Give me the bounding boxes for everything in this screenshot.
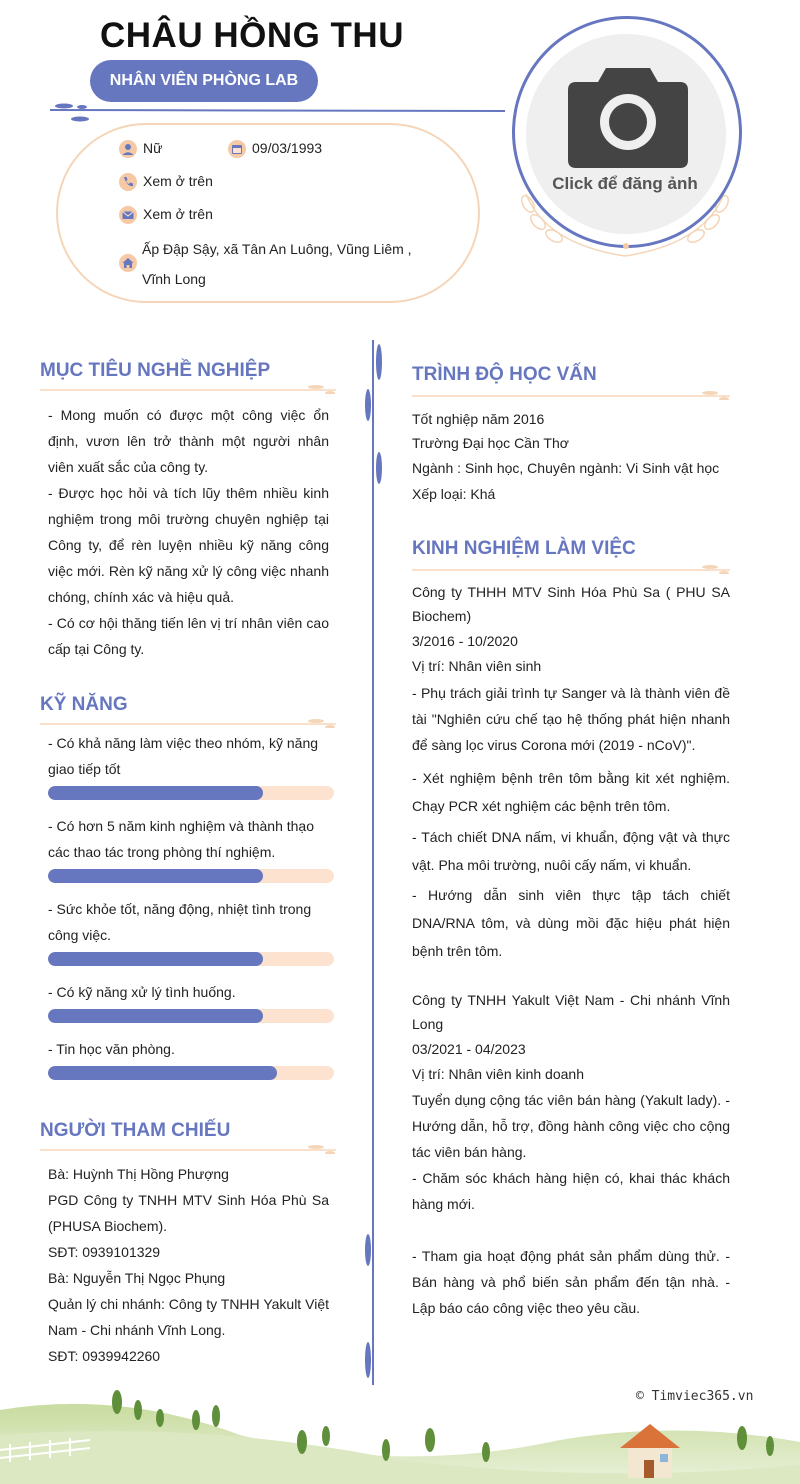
email-row (119, 206, 213, 224)
job-duty: - Tách chiết DNA nấm, vi khuẩn, động vật và thực vật. Pha môi trường, nuôi cấy nấm, vi khuẩn. (412, 829, 730, 873)
career-goal-underline (40, 384, 336, 394)
skill-label: - Sức khỏe tốt, năng động, nhiệt tình trong công việc. (48, 901, 312, 943)
phone-value: Xem ở trên (143, 173, 213, 189)
copyright-text: © Timviec365.vn (636, 1389, 754, 1404)
skill-bar (48, 869, 334, 883)
skill-bar (48, 952, 334, 966)
gender-value: Nữ (143, 140, 163, 156)
avatar-upload[interactable] (506, 14, 744, 252)
birthday-row (228, 140, 322, 158)
job-period: 3/2016 - 10/2020 (412, 633, 518, 649)
skill-bar (48, 786, 334, 800)
skills-title: KỸ NĂNG (40, 694, 128, 715)
reference-line: SĐT: 0939101329 (48, 1244, 161, 1260)
experience-underline (412, 564, 730, 574)
education-title: TRÌNH ĐỘ HỌC VẤN (412, 364, 597, 385)
career-goal-item: - Mong muốn có được một công việc ổn định, vươn lên trở thành một người nhân viên xuất sắc của công ty. (48, 407, 329, 475)
job-duty: - Chăm sóc khách hàng hiện có, khai thác khách hàng mới. (412, 1170, 730, 1212)
email-value: Xem ở trên (143, 206, 213, 222)
gender-row (119, 140, 162, 158)
job-company: Công ty TNHH Yakult Việt Nam - Chi nhánh Vĩnh Long (412, 992, 730, 1032)
camera-icon (568, 64, 688, 168)
reference-line: PGD Công ty TNHH MTV Sinh Hóa Phù Sa (PHUSA Biochem). (48, 1192, 329, 1234)
calendar-icon (228, 140, 246, 158)
experience-title: KINH NGHIỆM LÀM VIỆC (412, 538, 636, 559)
birthday-value: 09/03/1993 (252, 140, 323, 156)
skill-bar (48, 1009, 334, 1023)
job-company: Công ty THHH MTV Sinh Hóa Phù Sa ( PHU SA Biochem) (412, 584, 730, 624)
header-divider (0, 100, 520, 124)
candidate-name: CHÂU HỒNG THU (100, 16, 404, 55)
skills-underline (40, 718, 336, 728)
phone-icon (119, 173, 137, 191)
education-line: Tốt nghiệp năm 2016 (412, 411, 545, 427)
job-duty: - Phụ trách giải trình tự Sanger và là thành viên đề tài "Nghiên cứu chế tạo hệ thống phát hiện nhanh để sàng lọc virus Corona mới (2019 - nCoV)". (412, 685, 730, 753)
career-goal-item: - Có cơ hội thăng tiến lên vị trí nhân viên cao cấp tại Công ty. (48, 615, 329, 657)
references-title: NGƯỜI THAM CHIẾU (40, 1120, 231, 1141)
address-value: Ấp Đập Sậy, xã Tân An Luông, Vũng Liêm , Vĩnh Long (142, 241, 412, 287)
skill-label: - Có hơn 5 năm kinh nghiệm và thành thạo các thao tác trong phòng thí nghiệm. (48, 818, 315, 860)
education-line: Xếp loại: Khá (412, 486, 496, 502)
address-row (119, 254, 143, 272)
user-icon (119, 140, 137, 158)
upload-photo-label[interactable]: Click để đăng ảnh (552, 174, 698, 193)
career-goal-title: MỤC TIÊU NGHỀ NGHIỆP (40, 360, 271, 381)
skill-label: - Có khả năng làm việc theo nhóm, kỹ năng giao tiếp tốt (48, 735, 319, 777)
skill-bar (48, 1066, 334, 1080)
reference-line: SĐT: 0939942260 (48, 1348, 161, 1364)
job-duty: - Hướng dẫn sinh viên thực tập tách chiết DNA/RNA tôm, và dùng mồi đặc hiệu phát hiện bệnh trên tôm. (412, 887, 730, 959)
job-duty: - Tham gia hoạt động phát sản phẩm dùng thử. - Bán hàng và phổ biến sản phẩm đến tận nhà. - Lập báo cáo công việc theo yêu cầu. (412, 1248, 730, 1316)
career-goal-item: - Được học hỏi và tích lũy thêm nhiều kinh nghiệm trong môi trường chuyên nghiệp tại Công ty, để rèn luyện nhiều kỹ năng công việc mới. Rèn kỹ năng xử lý công việc nhanh chóng, chính xác và hiệu quả. (48, 485, 329, 605)
job-period: 03/2021 - 04/2023 (412, 1041, 526, 1057)
education-line: Ngành : Sinh học, Chuyên ngành: Vi Sinh vật học (412, 460, 720, 476)
ring-dot (620, 240, 632, 252)
references-underline (40, 1144, 336, 1154)
skill-bar-fill (48, 1066, 277, 1080)
skill-bar-fill (48, 786, 263, 800)
job-position: Vị trí: Nhân viên kinh doanh (412, 1066, 584, 1082)
reference-line: Bà: Huỳnh Thị Hồng Phượng (48, 1166, 229, 1182)
skill-label: - Có kỹ năng xử lý tình huống. (48, 984, 236, 1000)
skill-label: - Tin học văn phòng. (48, 1041, 175, 1057)
phone-row (119, 173, 213, 191)
skill-bar-fill (48, 952, 263, 966)
education-underline (412, 390, 730, 400)
job-duty: Tuyển dụng cộng tác viên bán hàng (Yakult lady). - Hướng dẫn, hỗ trợ, đồng hành công việc cho cộng tác viên bán hàng. (412, 1092, 730, 1160)
job-duty: - Xét nghiệm bệnh trên tôm bằng kit xét nghiệm. Chạy PCR xét nghiệm các bệnh trên tôm. (412, 770, 730, 814)
skill-bar-fill (48, 869, 263, 883)
home-icon (119, 254, 137, 272)
reference-line: Quản lý chi nhánh: Công ty TNHH Yakult Việt Nam - Chi nhánh Vĩnh Long. (48, 1296, 329, 1338)
job-title-badge: NHÂN VIÊN PHÒNG LAB (90, 60, 318, 102)
education-line: Trường Đại học Cần Thơ (412, 435, 569, 451)
reference-line: Bà: Nguyễn Thị Ngọc Phụng (48, 1270, 226, 1286)
column-divider (364, 340, 384, 1390)
job-position: Vị trí: Nhân viên sinh (412, 658, 542, 674)
skill-bar-fill (48, 1009, 263, 1023)
mail-icon (119, 206, 137, 224)
